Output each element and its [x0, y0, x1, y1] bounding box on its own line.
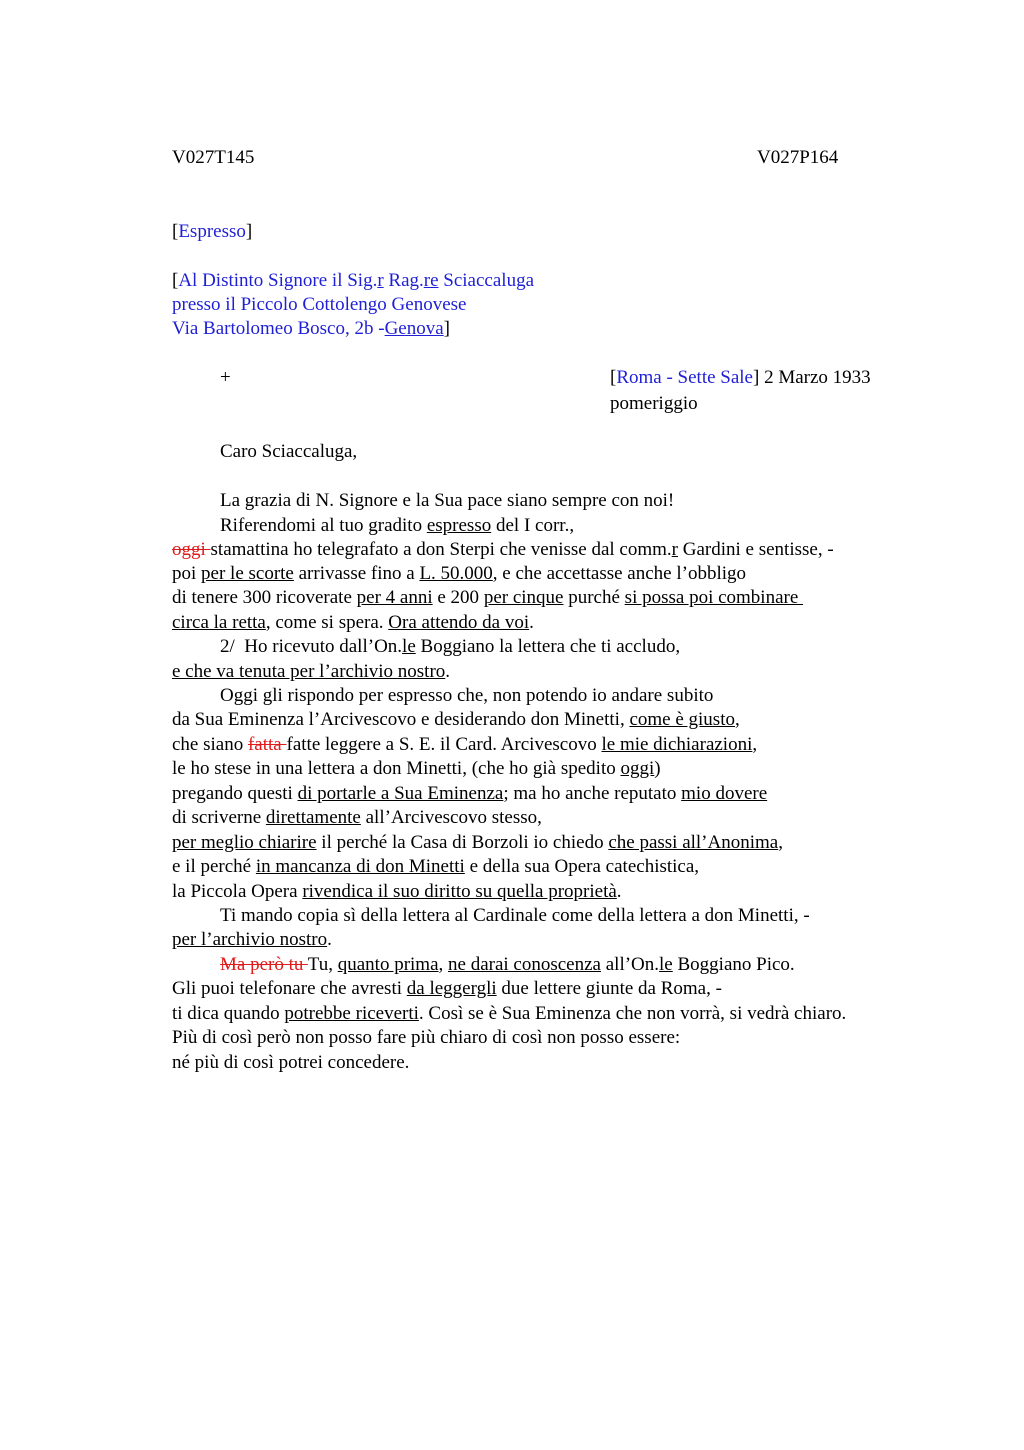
body-line-12: le ho stese in una lettera a don Minetti, (che ho già spedito oggi) [172, 758, 661, 779]
deleted-text: oggi [172, 539, 211, 560]
document-code-right: V027P164 [757, 147, 839, 168]
dateline-date: 2 Marzo 1933 [759, 367, 871, 388]
body-line-21: Gli puoi telefonare che avresti da leggergli due lettere giunte da Roma, - [172, 978, 722, 999]
dateline-time: pomeriggio [610, 393, 698, 414]
body-line-20: Ma però tu Tu, quanto prima, ne darai conoscenza all’On.le Boggiano Pico. [220, 954, 795, 975]
body-line-6: circa la retta, come si spera. Ora attendo da voi. [172, 612, 534, 633]
address-line-1-c: Sciaccaluga [438, 270, 535, 291]
body-line-15: per meglio chiarire il perché la Casa di Borzoli io chiedo che passi all’Anonima, [172, 832, 783, 853]
body-line-11: che siano fatta fatte leggere a S. E. il Card. Arcivescovo le mie dichiarazioni, [172, 734, 758, 755]
body-line-3: oggi stamattina ho telegrafato a don Sterpi che venisse dal comm.r Gardini e sentisse, - [172, 539, 834, 560]
body-line-23: Più di così però non posso fare più chiaro di così non posso essere: [172, 1027, 681, 1048]
deleted-text: fatta [247, 734, 287, 755]
salutation: Caro Sciaccaluga, [220, 441, 358, 462]
body-line-22: ti dica quando potrebbe riceverti. Così se è Sua Eminenza che non vorrà, si vedrà chiaro. [172, 1003, 847, 1024]
envelope-type-text: Espresso [178, 221, 246, 242]
body-line-9: Oggi gli rispondo per espresso che, non potendo io andare subito [220, 685, 714, 706]
address-line-1-b: Rag. [383, 270, 424, 291]
body-line-16: e il perché in mancanza di don Minetti e della sua Opera catechistica, [172, 856, 700, 877]
dateline-place: Roma - Sette Sale [616, 367, 753, 388]
deleted-text: Ma però tu [220, 954, 308, 975]
body-line-19: per l’archivio nostro. [172, 929, 332, 950]
body-line-8: e che va tenuta per l’archivio nostro. [172, 661, 451, 682]
document-code-left: V027T145 [172, 147, 255, 168]
body-line-18: Ti mando copia sì della lettera al Cardinale come della lettera a don Minetti, - [220, 905, 810, 926]
body-line-2: Riferendomi al tuo gradito espresso del I corr., [220, 515, 575, 536]
body-line-14: di scriverne direttamente all’Arcivescovo stesso, [172, 807, 542, 828]
address-city: Genova [384, 318, 444, 339]
body-line-1: La grazia di N. Signore e la Sua pace siano sempre con noi! [220, 490, 675, 511]
body-line-13: pregando questi di portarle a Sua Eminenza; ma ho anche reputato mio dovere [172, 783, 768, 804]
body-line-7: 2/ Ho ricevuto dall’On.le Boggiano la lettera che ti accludo, [220, 636, 681, 657]
body-line-5: di tenere 300 ricoverate per 4 anni e 200 per cinque purché si possa poi combinare [172, 587, 804, 608]
address-line-2: presso il Piccolo Cottolengo Genovese [172, 294, 467, 315]
address-abbrev-r: r [377, 270, 384, 291]
envelope-type: [Espresso] [172, 221, 253, 242]
body-line-4: poi per le scorte arrivasse fino a L. 50.000, e che accettasse anche l’obbligo [172, 563, 747, 584]
address-line-1-a: Al Distinto Signore il Sig. [178, 270, 378, 291]
body-line-17: la Piccola Opera rivendica il suo diritto su quella proprietà. [172, 881, 622, 902]
dateline: [Roma - Sette Sale] 2 Marzo 1933 [610, 367, 871, 388]
address-abbrev-re: re [423, 270, 439, 291]
address-street: Via Bartolomeo Bosco, 2b - [172, 318, 385, 339]
body-line-24: né più di così potrei concedere. [172, 1052, 410, 1073]
address-line-1: [Al Distinto Signore il Sig.r Rag.re Sciaccaluga [172, 270, 535, 291]
cross-symbol: + [220, 367, 231, 388]
address-line-3: Via Bartolomeo Bosco, 2b -Genova] [172, 318, 450, 339]
body-line-10: da Sua Eminenza l’Arcivescovo e desiderando don Minetti, come è giusto, [172, 709, 740, 730]
